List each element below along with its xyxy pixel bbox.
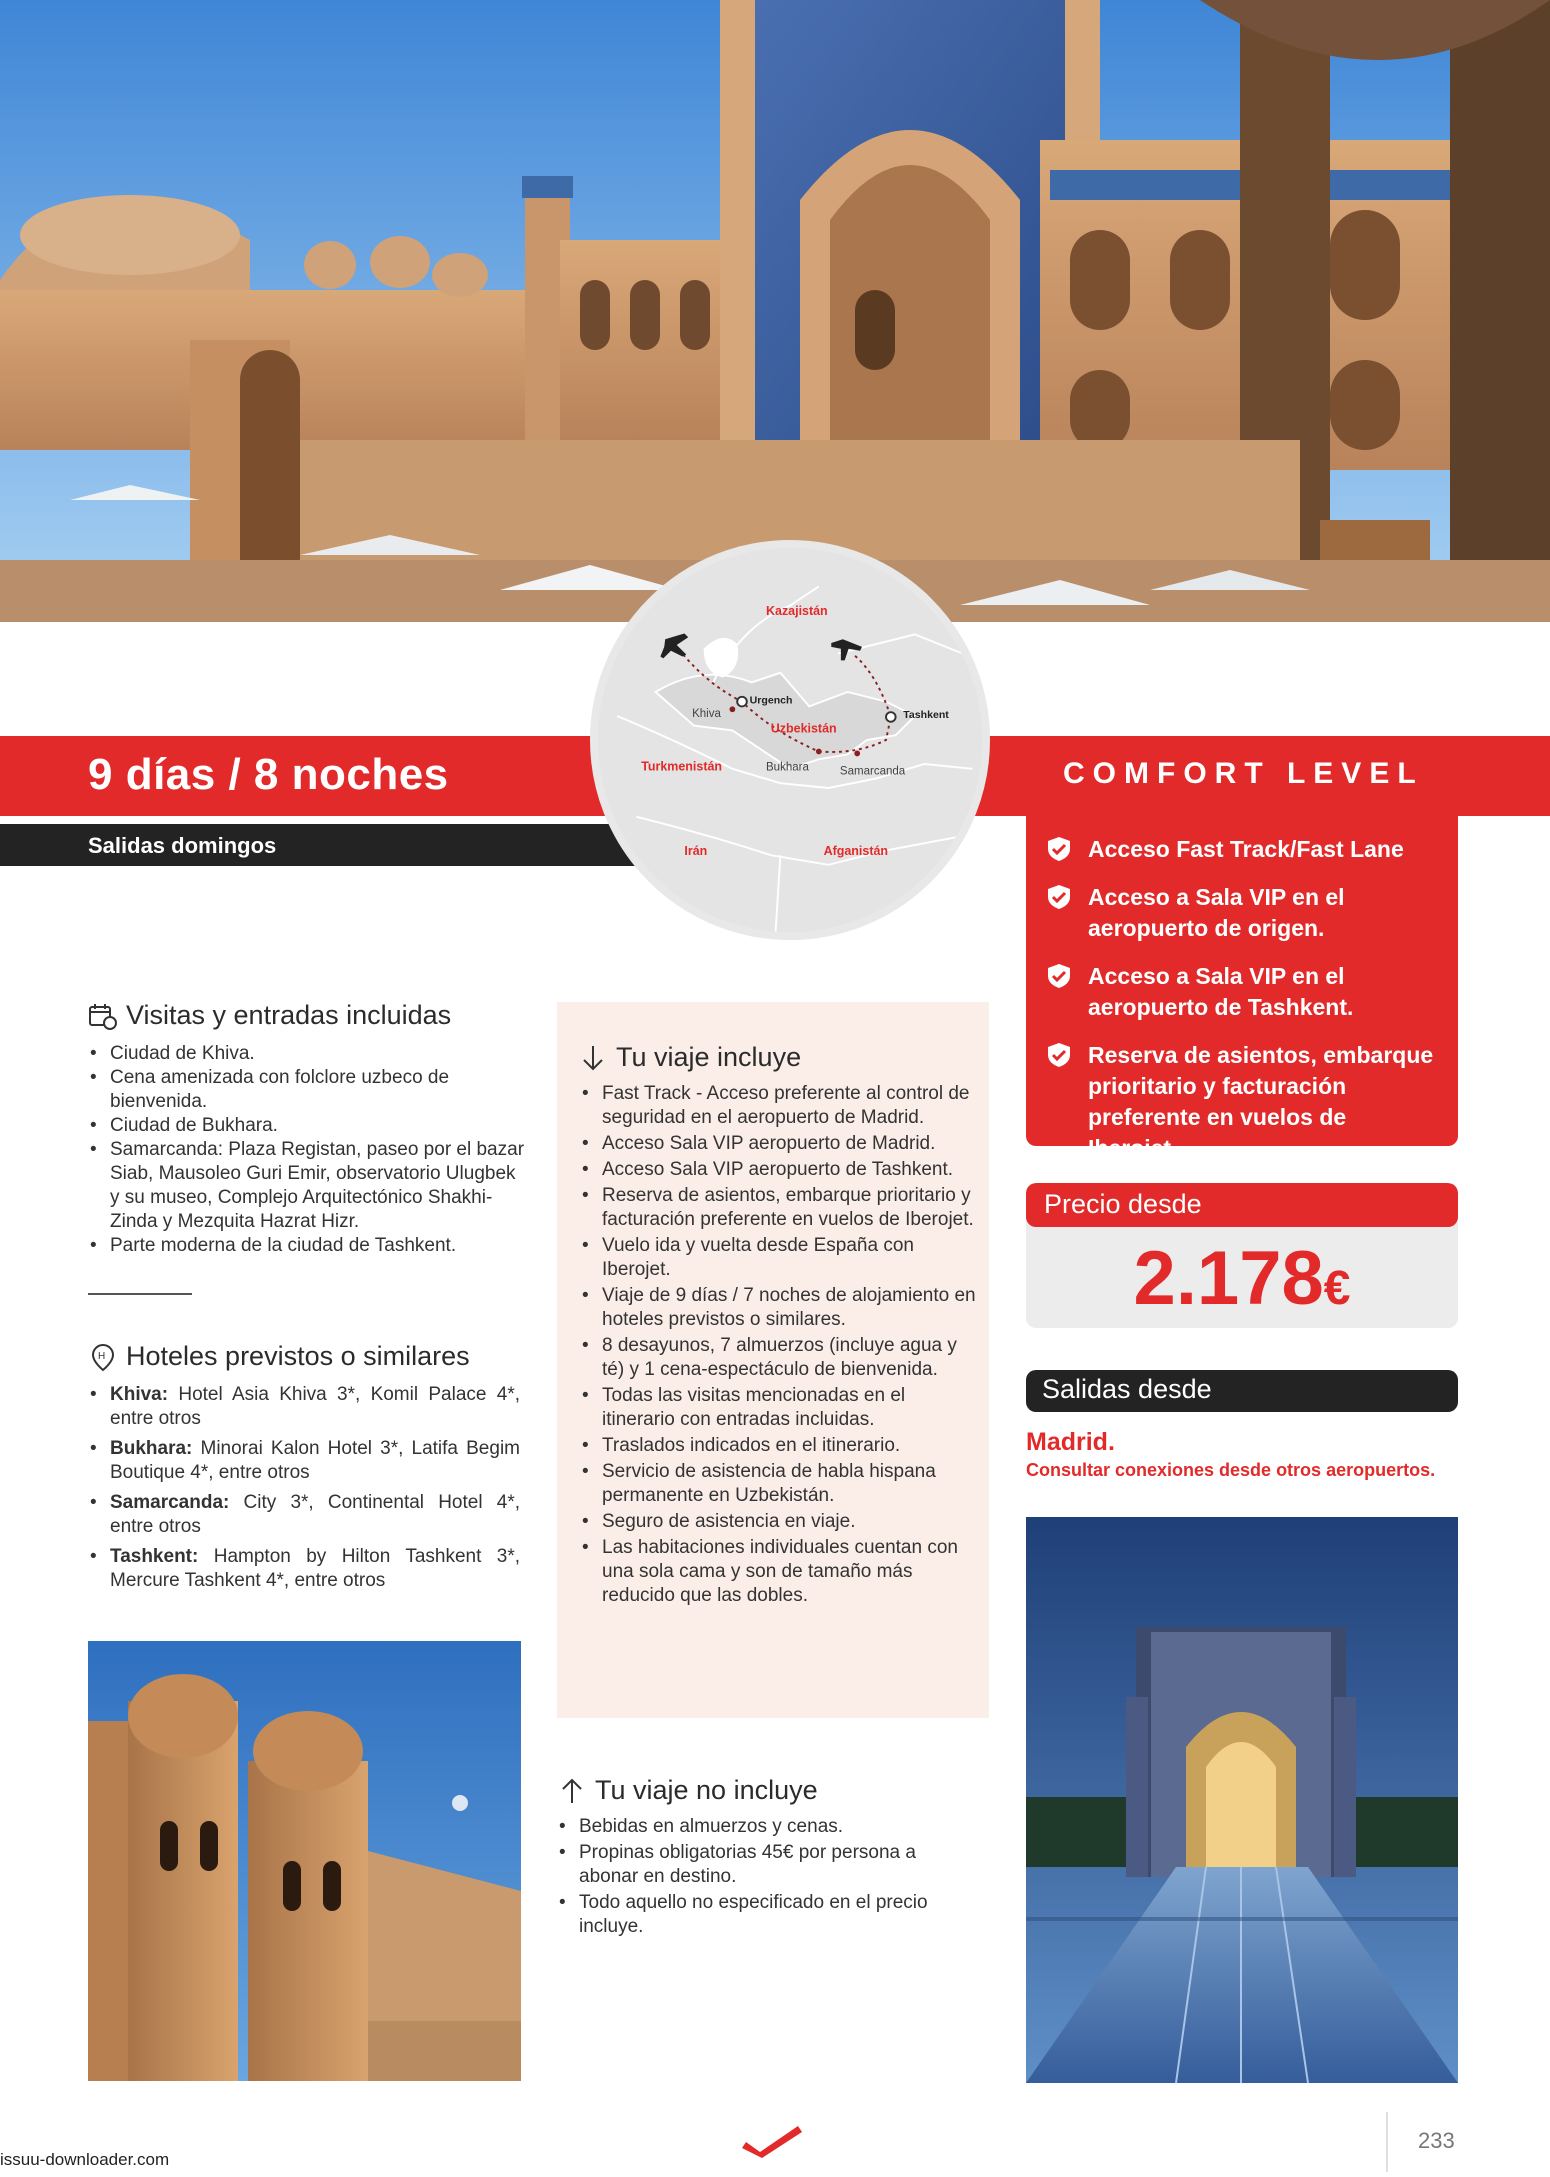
hotels-list [88,1383,520,1599]
departure-city: Madrid. [1026,1428,1115,1456]
page-number: 233 [1418,2128,1455,2153]
arrow-up-icon [557,1776,587,1806]
shield-check-icon [1046,963,1072,989]
hotel-city: Tashkent: [110,1546,199,1567]
includes-title: Tu viaje incluye [616,1042,802,1072]
watermark: issuu-downloader.com [0,2150,170,2169]
excludes-list [557,1815,977,1941]
comfort-item-text: Acceso a Sala VIP en el aeropuerto de Tashkent. [1088,963,1354,1020]
hotels-title: Hoteles previstos o similares [126,1341,470,1371]
visits-list [88,1042,528,1258]
list-item: • Vuelo ida y vuelta desde España con Iberojet. [580,1234,980,1282]
includes-heading [578,1042,801,1073]
list-item: • Acceso Sala VIP aeropuerto de Tashkent. [580,1158,980,1182]
shield-check-icon [1046,836,1072,862]
hotel-item [88,1545,520,1593]
map-label-afganistan: Afganistán [823,844,889,859]
comfort-level-title: COMFORT LEVEL [1063,757,1424,790]
list-item: • Propinas obligatorias 45€ por persona a abonar en destino. [557,1841,977,1889]
list-item: • Las habitaciones individuales cuentan con una sola cama y son de tamaño más reducido que las dobles. [580,1536,980,1608]
footer-divider [1386,2112,1388,2172]
excludes-title: Tu viaje no incluye [595,1775,818,1805]
price-label: Precio desde [1026,1183,1458,1227]
hotel-city: Samarcanda: [110,1492,230,1513]
shield-check-icon [1046,1042,1072,1068]
departures-day-bar [0,824,640,866]
hotel-item [88,1437,520,1485]
price-box [1026,1183,1458,1328]
comfort-item-text: Reserva de asientos, embarque prioritario y facturación preferente en vuelos de Iberojet. [1088,1042,1434,1161]
route-map [590,540,990,940]
list-item: • Traslados indicados en el itinerario. [580,1434,980,1458]
map-label-khiva: Khiva [692,707,721,720]
list-item: • Servicio de asistencia de habla hispana permanente en Uzbekistán. [580,1460,980,1508]
ticket-calendar-icon [88,1001,118,1031]
visits-heading [88,1000,451,1031]
hotel-city: Bukhara: [110,1438,193,1459]
map-label-tashkent: Tashkent [903,708,949,721]
comfort-item-text: Acceso a Sala VIP en el aeropuerto de origen. [1088,884,1345,941]
list-item: • Viaje de 9 días / 7 noches de alojamiento en hoteles previstos o similares. [580,1284,980,1332]
hotel-names: Hotel Asia Khiva 3*, Komil Palace 4*, entre otros [110,1384,520,1429]
list-item: • Cena amenizada con folclore uzbeco de bienvenida. [88,1066,528,1114]
map-label-uzbekistan: Uzbekistán [770,721,837,736]
list-item: • Acceso Sala VIP aeropuerto de Madrid. [580,1132,980,1156]
shield-check-icon [1046,884,1072,910]
map-label-samarcanda: Samarcanda [839,765,906,778]
hotel-item [88,1383,520,1431]
includes-list [580,1082,980,1610]
list-item: • Reserva de asientos, embarque prioritario y facturación preferente en vuelos de Iberojet. [580,1184,980,1232]
duration-band [0,736,640,816]
map-label-bukhara: Bukhara [766,761,809,774]
departures-day-text: Salidas domingos [88,833,277,858]
list-item: • Fast Track - Acceso preferente al control de seguridad en el aeropuerto de Madrid. [580,1082,980,1130]
photo-khiva-gate [88,1641,521,2081]
price-value [1026,1236,1458,1328]
hotel-names: Hampton by Hilton Tashkent 3*, Mercure Tashkent 4*, entre otros [110,1546,520,1591]
list-item: • Bebidas en almuerzos y cenas. [557,1815,977,1839]
comfort-item [1046,1040,1442,1164]
comfort-benefits-box [1026,816,1458,1161]
list-item: • Ciudad de Khiva. [88,1042,528,1066]
hotel-pin-icon [88,1342,118,1372]
svg-text:H: H [98,1350,106,1362]
departures-label: Salidas desde [1026,1370,1458,1412]
duration-title: 9 días / 8 noches [88,750,449,799]
list-item: • 8 desayunos, 7 almuerzos (incluye agua y té) y 1 cena-espectáculo de bienvenida. [580,1334,980,1382]
visits-title: Visitas y entradas incluidas [126,1000,452,1030]
comfort-item [1046,961,1442,1023]
list-item: • Samarcanda: Plaza Registan, paseo por el bazar Siab, Mausoleo Guri Emir, observatorio Ulugbek y su museo, Complejo Arquitectónico Shakhi-Zinda y Mezquita Hazrat Hizr. [88,1138,528,1234]
price-currency: € [1323,1262,1351,1315]
hotels-heading [88,1341,470,1372]
hotel-names: Minorai Kalon Hotel 3*, Latifa Begim Boutique 4*, entre otros [110,1438,520,1483]
map-label-turkmenistan: Turkmenistán [641,759,723,774]
list-item: • Parte moderna de la ciudad de Tashkent. [88,1234,528,1258]
map-label-iran: Irán [684,844,708,859]
list-item: • Ciudad de Bukhara. [88,1114,528,1138]
comfort-band [960,736,1550,816]
comfort-item-text: Acceso Fast Track/Fast Lane [1088,836,1404,862]
arrow-down-icon [578,1043,608,1073]
section-divider [88,1293,192,1295]
departures-note: Consultar conexiones desde otros aeropuertos. [1026,1460,1436,1480]
list-item: • Todo aquello no especificado en el precio incluye. [557,1891,977,1939]
list-item: • Seguro de asistencia en viaje. [580,1510,980,1534]
map-label-urgench: Urgench [749,694,793,707]
hero-photo-khiva [0,0,1550,622]
hotel-names: City 3*, Continental Hotel 4*, entre otros [110,1492,520,1537]
excludes-heading [557,1775,818,1806]
map-label-kazajistan: Kazajistán [766,604,828,619]
hotel-item [88,1491,520,1539]
comfort-item [1046,834,1442,865]
hotel-city: Khiva: [110,1384,169,1405]
brand-logo-icon [742,2120,804,2160]
photo-samarcanda-mausoleum [1026,1517,1458,2083]
price-amount: 2.178 [1133,1236,1324,1321]
comfort-item [1046,882,1442,944]
list-item: • Todas las visitas mencionadas en el itinerario con entradas incluidas. [580,1384,980,1432]
